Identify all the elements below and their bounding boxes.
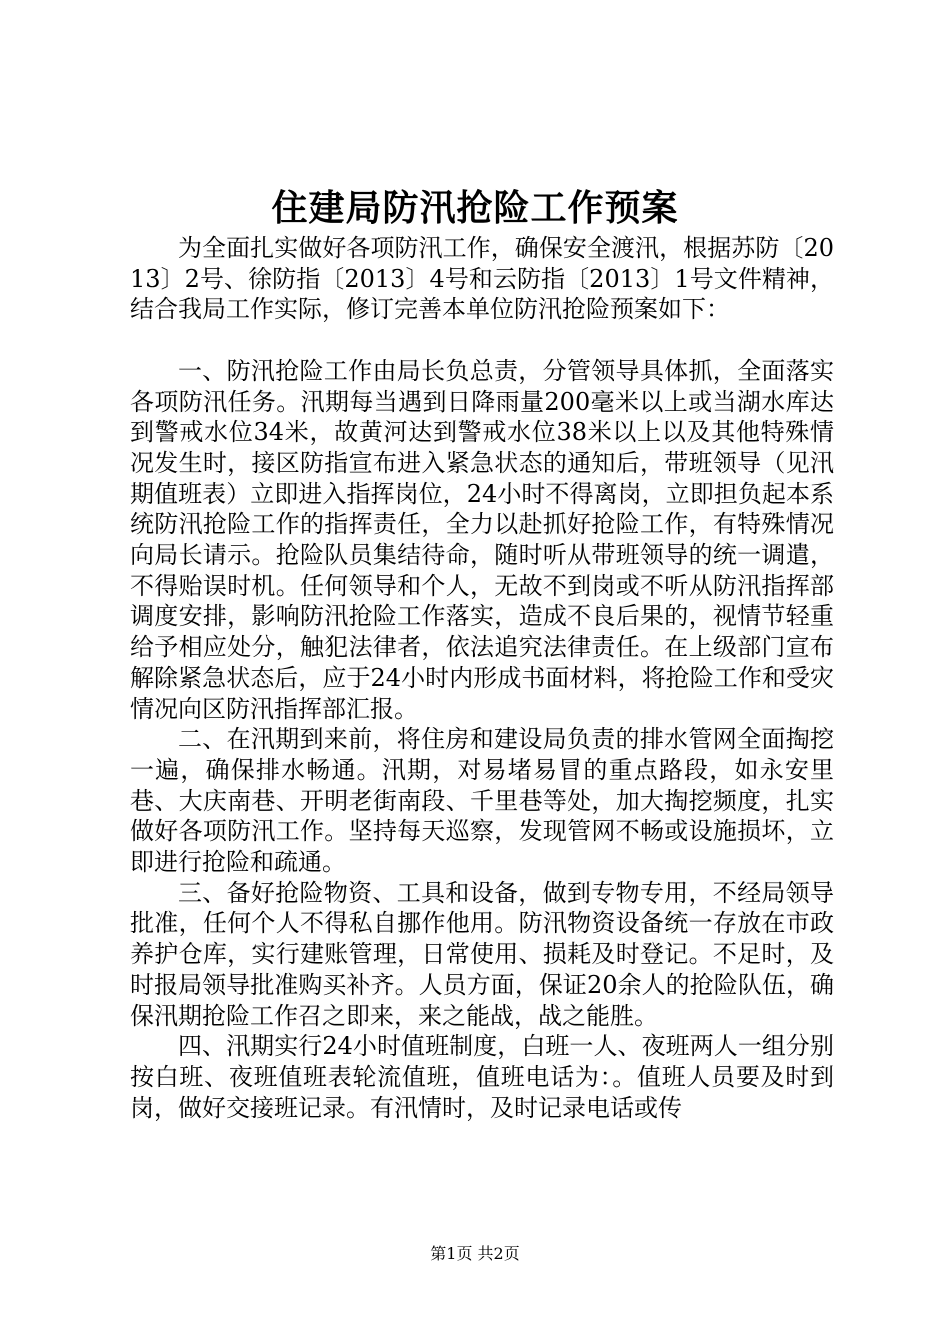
document-body [130, 233, 834, 1123]
section-4-paragraph: 四、汛期实行24小时值班制度，白班一人、夜班两人一组分别按白班、夜班值班表轮流值班，值班电话为：。值班人员要及时到岗，做好交接班记录。有汛情时，及时记录电话或传 [130, 1032, 834, 1122]
section-3-paragraph: 三、备好抢险物资、工具和设备，做到专物专用，不经局领导批准，任何个人不得私自挪作他用。防汛物资设备统一存放在市政养护仓库，实行建账管理，日常使用、损耗及时登记。不足时，及时报局领导批准购买补齐。人员方面，保证20余人的抢险队伍，确保汛期抢险工作召之即来，来之能战，战之能胜。 [130, 878, 834, 1030]
paragraph-spacer [130, 325, 834, 356]
page-number-footer: 第1页 共2页 [430, 1244, 520, 1263]
document-title: 住建局防汛抢险工作预案 [271, 187, 679, 229]
intro-paragraph: 为全面扎实做好各项防汛工作，确保安全渡汛，根据苏防〔2013〕2号、徐防指〔2013〕4号和云防指〔2013〕1号文件精神，结合我局工作实际，修订完善本单位防汛抢险预案如下： [130, 234, 834, 324]
section-2-paragraph: 二、在汛期到来前，将住房和建设局负责的排水管网全面掏挖一遍，确保排水畅通。汛期，对易堵易冒的重点路段，如永安里巷、大庆南巷、开明老街南段、千里巷等处，加大掏挖频度，扎实做好各项防汛工作。坚持每天巡察，发现管网不畅或设施损坏，立即进行抢险和疏通。 [130, 725, 834, 877]
section-1-paragraph: 一、防汛抢险工作由局长负总责，分管领导具体抓，全面落实各项防汛任务。汛期每当遇到日降雨量200毫米以上或当湖水库达到警戒水位34米，故黄河达到警戒水位38米以上以及其他特殊情况发生时，接区防指宣布进入紧急状态的通知后，带班领导（见汛期值班表）立即进入指挥岗位，24小时不得离岗，立即担负起本系统防汛抢险工作的指挥责任，全力以赴抓好抢险工作，有特殊情况向局长请示。抢险队员集结待命，随时听从带班领导的统一调遣，不得贻误时机。任何领导和个人，无故不到岗或不听从防汛指挥部调度安排，影响防汛抢险工作落实，造成不良后果的，视情节轻重给予相应处分，触犯法律者，依法追究法律责任。在上级部门宣布解除紧急状态后，应于24小时内形成书面材料，将抢险工作和受灾情况向区防汛指挥部汇报。 [130, 356, 834, 723]
